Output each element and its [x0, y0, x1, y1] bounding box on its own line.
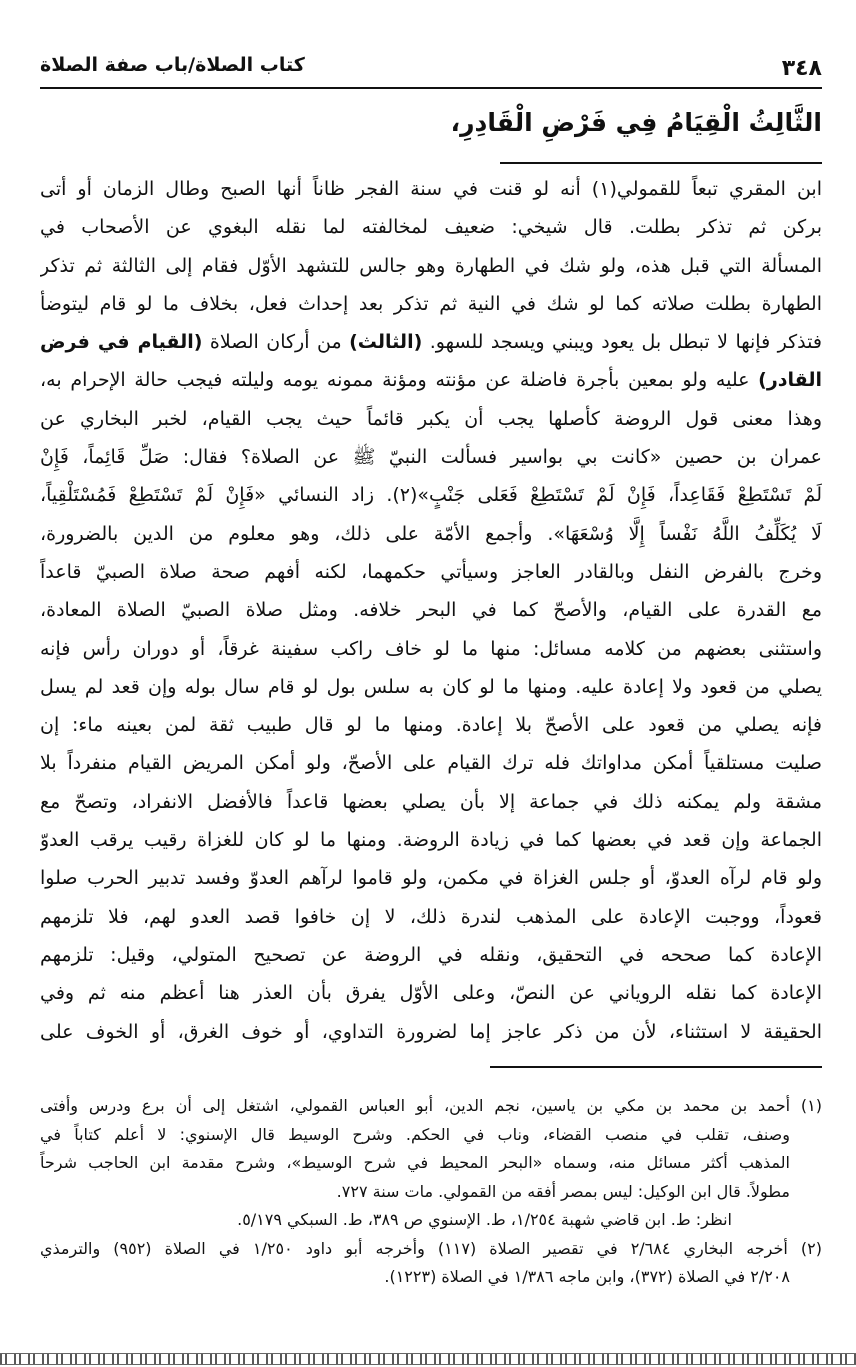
- body-line: [40, 553, 822, 591]
- body-line: [40, 476, 822, 514]
- line-text: فتذكر فإنها لا تبطل بل يعود ويبني ويسجد للسهو.: [422, 331, 822, 354]
- body-line: [40, 630, 822, 668]
- footnote-line: ٢/٢٠٨ في الصلاة (٣٧٢)، وابن ماجه ١/٣٨٦ في الصلاة (١٢٢٣).: [384, 1267, 790, 1286]
- body-line: [40, 591, 822, 629]
- body-line: [40, 438, 822, 476]
- line-text: عمران بن حصين «كانت بي بواسير فسألت النبيّ ﷺ عن الصلاة؟ فقال: صَلِّ قَائِماً، فَإِنْ: [40, 446, 822, 469]
- line-text: فإنه يصلي من قعود على الأصحّ بلا إعادة. ومنها ما لو قال طبيب ثقة لمن بعينه ماء: إن: [40, 714, 822, 737]
- line-text: واستثنى بعضهم من كلامه مسائل: منها ما لو خاف راكب سفينة غرقاً، أو دوران رأس فإنه: [40, 637, 822, 660]
- body-line: [40, 783, 822, 821]
- header-divider: [40, 87, 822, 89]
- line-text: الإعادة كما صححه في التحقيق، ونقله في الروضة عن تصحيح المتولي، وقيل: تلزمهم: [40, 943, 822, 966]
- body-line: [40, 323, 822, 361]
- body-line: [40, 706, 822, 744]
- footnote-line: (٢) أخرجه البخاري ٢/٦٨٤ في تقصير الصلاة (١١٧) وأخرجه أبو داود ١/٢٥٠ في الصلاة (٩٥٢) والترمذي: [40, 1238, 822, 1258]
- line-text: الإعادة كما نقله الروياني عن النصّ، وعلى الأوّل يفرق بأن العذر هنا أعظم منه ثم وفي: [40, 982, 822, 1005]
- bold-matn-text: القادر): [758, 369, 822, 392]
- line-text: الطهارة بطلت صلاته كما لو شك في النية ثم تذكر بعد إحداث فعل، بخلاف ما لو قام ليتوضأ: [40, 292, 822, 315]
- line-text: بركن ثم تذكر بطلت. قال شيخي: ضعيف لمخالفته لما نقله البغوي عن الأصحاب في: [40, 216, 822, 239]
- body-line: [40, 170, 822, 208]
- body-line: [40, 744, 822, 782]
- bold-matn-text: (الثالث): [349, 331, 423, 354]
- line-text: لَمْ تَسْتَطِعْ فَقَاعِداً، فَإِنْ لَمْ تَسْتَطِعْ فَعَلى جَنْبٍ»(٢). زاد النسائي «فَإِنْ لَمْ تَسْتَطِعْ فَمُسْتَلْقِياً،: [40, 484, 822, 507]
- body-line: [40, 936, 822, 974]
- line-text: الحقيقة لا استثناء، لأن من ذكر عاجز إما لضرورة التداوي، أو خوف الغرق، أو الخوف على: [40, 1020, 822, 1043]
- line-text: يصلي من قعود ولا إعادة عليه. ومنها ما لو كان به سلس بول لو قام سال بوله وإن قعد لم يسل: [40, 675, 822, 698]
- line-text: صليت مستلقياً أمكن مداواتك فله ترك القيام على الأصحّ، ولو أمكن المريض القيام منفرداً بلا: [40, 752, 822, 775]
- body-line: [40, 285, 822, 323]
- body-line: [40, 400, 822, 438]
- line-text: مشقة ولم يمكنه ذلك في جماعة إلا بأن يصلي بعضها قاعداً فالأفضل الانفراد، وتصحّ مع: [40, 790, 822, 813]
- heading-underline: [500, 162, 822, 164]
- line-text: وخرج بالفرض النفل وبالقادر العاجز وسيأتي حكمهما، لكنه أفهم صحة صلاة الصبيّ قاعداً: [40, 560, 822, 583]
- body-line: [40, 821, 822, 859]
- body-line: [40, 859, 822, 897]
- line-text: ابن المقري تبعاً للقمولي(١) أنه لو قنت في سنة الفجر ظاناً أنها الصبح وطال الزمان أو أتى: [40, 178, 822, 200]
- decorative-border: [0, 1353, 856, 1365]
- line-text: الجماعة وإن قعد في بعضها كما في زيادة الروضة. ومنها ما لو كان للغزاة رقيب يرقب العدوّ: [40, 829, 822, 852]
- body-line: [40, 1013, 822, 1051]
- line-text: المسألة التي قبل هذه، ولو شك في الطهارة وهو جالس للتشهد الأوّل فقام إلى الثالثة ثم تذكر: [40, 254, 822, 277]
- section-heading: الثَّالِثُ الْقِيَامُ فِي فَرْضِ الْقَادِرِ،: [450, 108, 822, 137]
- line-text: قعوداً، ووجبت الإعادة على المذهب لندرة ذلك، لا إن خافوا قصد العدو لهم، فلا تلزمهم: [40, 905, 822, 928]
- body-line: [40, 208, 822, 246]
- body-line: [40, 974, 822, 1012]
- footnote-line: مطولاً. قال ابن الوكيل: ليس بمصر أفقه من القمولي. مات سنة ٧٢٧.: [336, 1181, 790, 1201]
- page-header: [40, 50, 822, 84]
- line-text: من أركان الصلاة: [202, 331, 350, 354]
- footnote-line: (١) أحمد بن محمد بن مكي بن ياسين، نجم الدين، أبو العباس القمولي، اشتغل إلى أن برع ودرس وأفتى: [40, 1096, 822, 1115]
- footnote-line: انظر: ط. ابن قاضي شهبة ١/٢٥٤، ط. الإسنوي ص ٣٨٩، ط. السبكي ٥/١٧٩.: [237, 1210, 732, 1229]
- footnote-line: المذهب أكثر مسائل منه، وسماه «البحر المحيط في شرح الوسيط»، وشرح مقدمة ابن الحاجب شرحاً: [40, 1153, 790, 1172]
- page-number: ٣٤٨: [781, 56, 822, 81]
- line-text: لَا يُكَلِّفُ اللَّهُ نَفْساً إِلَّا وُسْعَهَا». وأجمع الأمّة على ذلك، وهو معلوم من الدين بالضرورة،: [40, 522, 822, 545]
- bold-matn-text: (القيام في فرض: [40, 331, 203, 354]
- footnote-divider: [490, 1066, 822, 1068]
- line-text: ولو قام لرآه العدوّ، أو جلس الغزاة في مكمن، ولو قاموا لرآهم العدوّ وفسد تدبير الحرب صلوا: [40, 867, 822, 890]
- footnote-line: وصنف، تقلب في منصب القضاء، وناب في الحكم. وشرح الوسيط قال الإسنوي: لا أعلم كتاباً في: [40, 1124, 790, 1144]
- line-text: وهذا معنى قول الروضة كأصلها يجب أن يكبر قائماً حيث يجب القيام، لخبر البخاري عن: [40, 407, 822, 430]
- body-line: [40, 515, 822, 553]
- running-title: كتاب الصلاة/باب صفة الصلاة: [40, 54, 305, 76]
- footnotes: [40, 1092, 822, 1292]
- body-line: [40, 898, 822, 936]
- body-line: [40, 361, 822, 399]
- body-text: [40, 170, 822, 1051]
- line-text: عليه ولو بمعين بأجرة فاضلة عن مؤنته ومؤنة ممونه يومه وليلته فيجب حالة الإحرام به،: [40, 369, 759, 392]
- body-line: [40, 668, 822, 706]
- line-text: مع القدرة على القيام، والأصحّ كما في البحر خلافه. ومثل صلاة الصبيّ الصلاة المعادة،: [40, 599, 822, 622]
- body-line: [40, 247, 822, 285]
